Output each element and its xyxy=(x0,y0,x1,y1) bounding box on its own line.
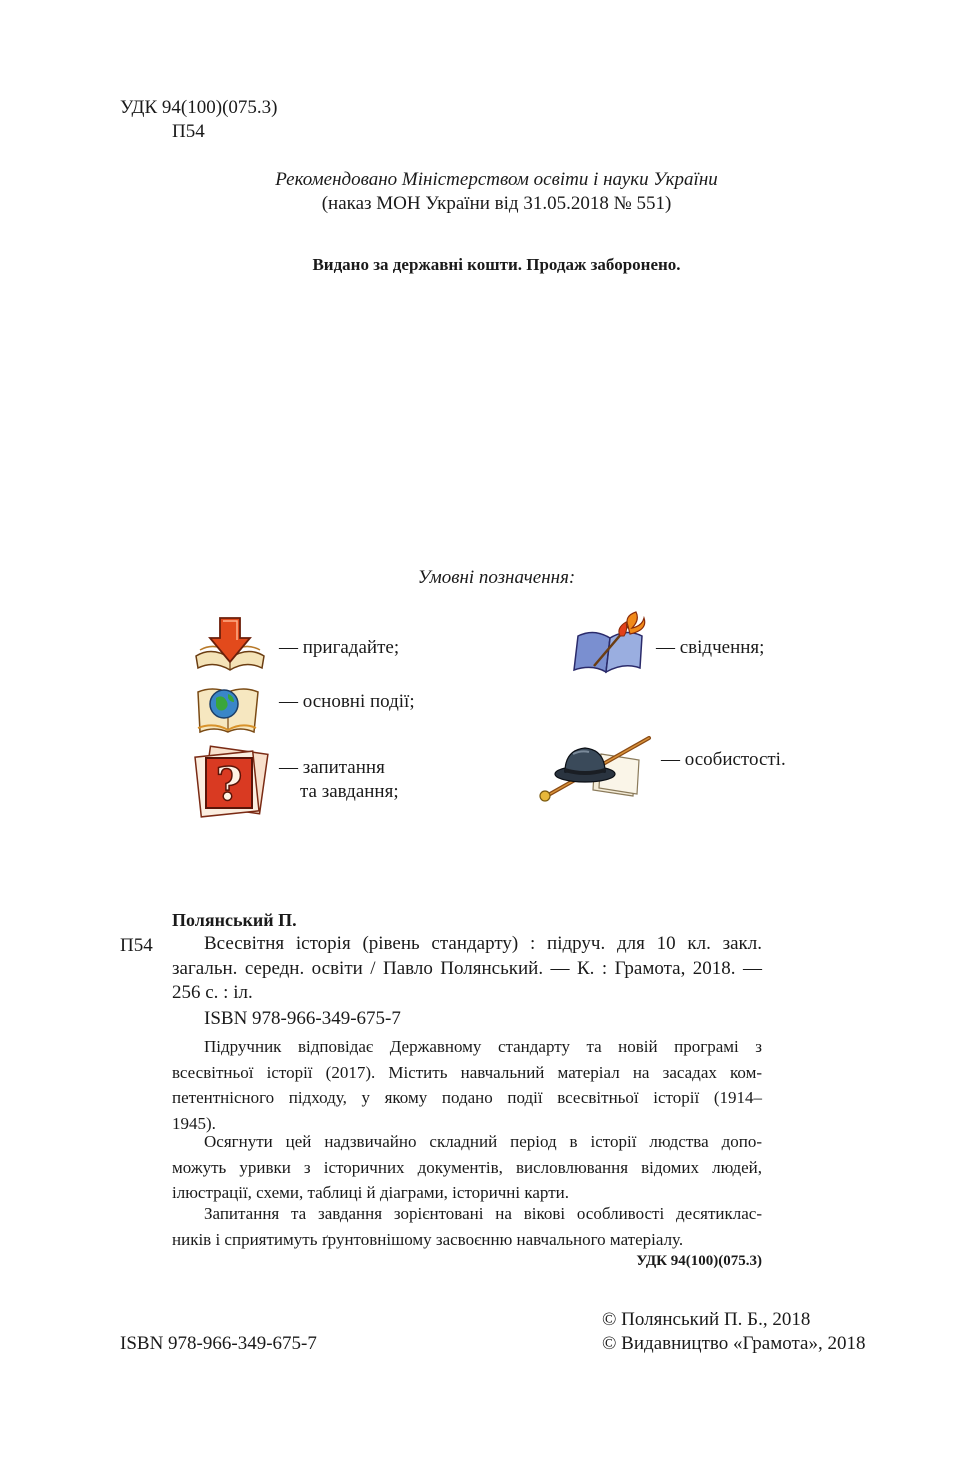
annotation-paragraph-3 xyxy=(172,1201,762,1252)
author-mark: П54 xyxy=(172,121,205,142)
catalog-description xyxy=(172,932,762,1006)
annotation-paragraph-2 xyxy=(172,1129,762,1206)
udc-code: УДК 94(100)(075.3) xyxy=(120,97,278,118)
description-line: Всесвітня історія (рівень стандарту) : підруч. для 10 кл. закл. xyxy=(204,933,762,954)
description-line: загальн. середн. освіти / Павло Полянський. — К. : Грамота, 2018. — xyxy=(172,957,762,979)
legend-label-remember: — пригадайте; xyxy=(279,637,400,658)
book-arrow-icon xyxy=(192,616,268,672)
catalog-mark: П54 xyxy=(120,935,153,956)
book-globe-icon xyxy=(194,680,262,736)
catalog-isbn: ISBN 978-966-349-675-7 xyxy=(204,1008,401,1029)
question-sheet-icon xyxy=(192,744,270,820)
legend-label-main-events: — основні події; xyxy=(279,691,415,712)
state-funded-notice: Видано за державні кошти. Продаж заборонено. xyxy=(312,255,681,274)
annotation-line: всесвітньої історії (2017). Містить навчальний матеріал на засадах ком- xyxy=(172,1062,762,1082)
annotation-line: петентнісного підходу, у якому подано події всесвітньої історії (1914– xyxy=(172,1088,762,1107)
annotation-line: ілюстрації, схеми, таблиці й діаграми, історичні карти. xyxy=(172,1183,569,1202)
annotation-paragraph-1 xyxy=(172,1034,762,1136)
annotation-line: Підручник відповідає Державному стандарту та новій програмі з xyxy=(204,1037,762,1056)
book-quill-icon xyxy=(570,610,650,676)
annotation-line: ників і сприятимуть ґрунтовнішому засвоєнню навчального матеріалу. xyxy=(172,1229,684,1249)
annotation-line: Осягнути цей надзвичайно складний період в історії людства допо- xyxy=(204,1132,762,1151)
hat-cane-icon xyxy=(535,734,655,806)
copyright-author: © Полянський П. Б., 2018 xyxy=(602,1309,811,1330)
recommendation-line1: Рекомендовано Міністерством освіти і науки України xyxy=(275,169,718,190)
catalog-author: Полянський П. xyxy=(172,910,297,930)
annotation-line: Запитання та завдання зорієнтовані на вікові особливості десятиклас- xyxy=(204,1204,762,1223)
catalog-udc: УДК 94(100)(075.3) xyxy=(636,1253,762,1269)
annotation-line: 1945). xyxy=(172,1113,216,1133)
legend-label-testimony: — свідчення; xyxy=(656,637,765,658)
legend-title: Умовні позначення: xyxy=(417,567,576,588)
description-line: 256 с. : іл. xyxy=(172,982,253,1003)
svg-text:?: ? xyxy=(215,757,243,811)
copyright-publisher: © Видавництво «Грамота», 2018 xyxy=(602,1333,866,1354)
legend-label-questions: — запитання xyxy=(279,757,385,778)
footer-isbn: ISBN 978-966-349-675-7 xyxy=(120,1333,317,1354)
legend-label-personalities: — особистості. xyxy=(661,749,786,770)
recommendation-line2: (наказ МОН України від 31.05.2018 № 551) xyxy=(321,193,672,214)
legend-label-questions-line2: та завдання; xyxy=(300,781,399,802)
annotation-line: можуть уривки з історичних документів, висловлювання відомих людей, xyxy=(172,1157,762,1177)
